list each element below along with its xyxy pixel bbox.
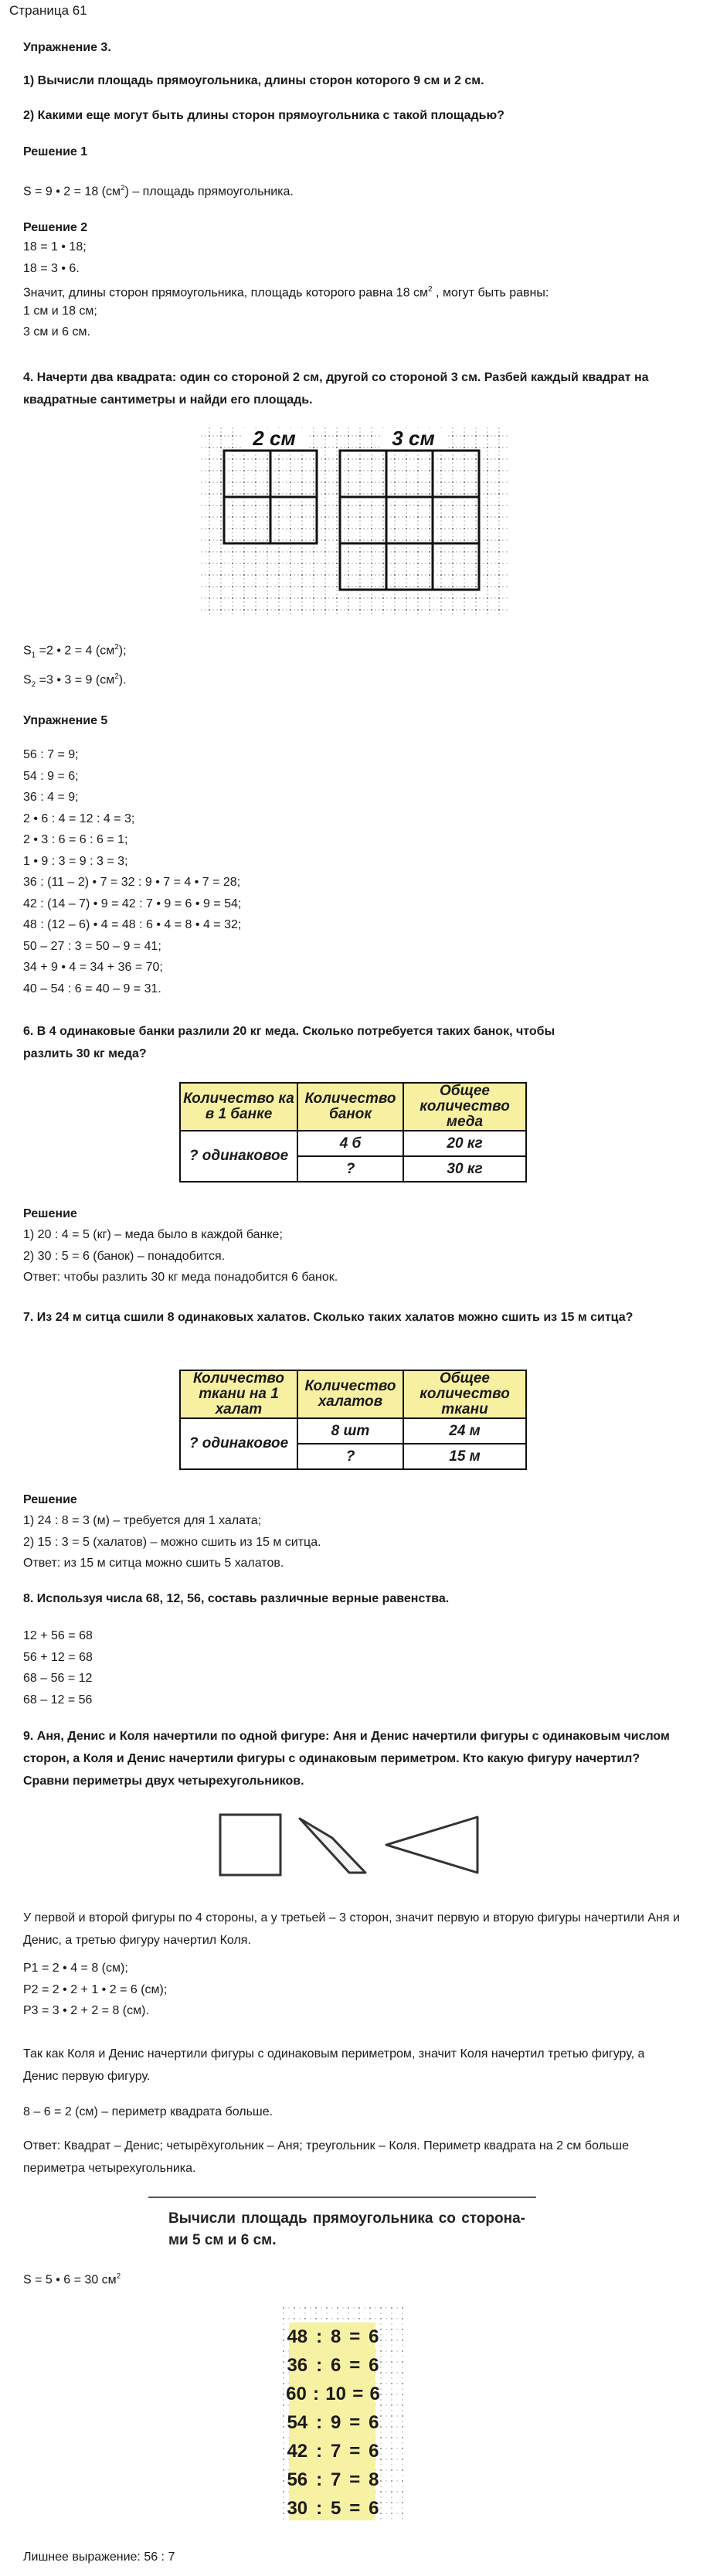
ex3-q2: 2) Какими еще могут быть длины сторон прямоугольника с такой площадью?: [23, 109, 504, 122]
table-cell: ?: [297, 1156, 403, 1182]
text-line: Значит, длины сторон прямоугольника, площадь которого равна 18 $см^2$ , могут быть равны:: [23, 285, 549, 300]
expression-row: 48 : 8 = 6: [287, 2326, 379, 2347]
task10-answer: Лишнее выражение: 56 : 7: [23, 2550, 175, 2564]
text-line: 18 = 1 • 18;: [23, 240, 87, 254]
task10-area: S = 5 • 6 = 30 $см^2$: [23, 2272, 121, 2287]
text-line: P2 = 2 • 2 + 1 • 2 = 6 (см);: [23, 1982, 168, 1996]
text-line: 18 = 3 • 6.: [23, 261, 80, 275]
ex8-title: 8. Используя числа 68, 12, 56, составь различные верные равенства.: [23, 1592, 450, 1605]
label-2cm: 2 см: [253, 427, 296, 450]
expressions-figure: [283, 2307, 406, 2523]
ex7-title: 7. Из 24 м ситца сшили 8 одинаковых халатов. Сколько таких халатов можно сшить из 15 м ситца?: [23, 1311, 634, 1324]
squares-figure: [197, 424, 510, 617]
ex5-lines: [23, 744, 241, 999]
page-header: Страница 61: [9, 3, 87, 18]
table-header: Общее количество меда: [403, 1083, 526, 1131]
text-line: 54 : 9 = 6;: [23, 769, 79, 783]
ex9-p1: У первой и второй фигуры по 4 стороны, а у третьей – 3 сторон, значит первую и вторую фигуры начертили Аня и Денис, а третью фигуру начертил Коля.: [23, 1911, 680, 1947]
text-line: 1 см и 18 см;: [23, 304, 97, 318]
table-cell: ? одинаковое: [180, 1131, 297, 1182]
ex5-title: Упражнение 5: [23, 714, 108, 727]
text-line: 2 • 6 : 4 = 12 : 4 = 3;: [23, 812, 135, 825]
ex9-p2: Так как Коля и Денис начертили фигуры с одинаковым периметром, значит Коля начертил третью фигуру, а Денис первую фигуру.: [23, 2047, 645, 2083]
ex6-title: 6. В 4 одинаковые банки разлили 20 кг меда. Сколько потребуется таких банок, чтобы разлить 30 кг меда?: [23, 1025, 555, 1060]
table-cell: ?: [297, 1444, 403, 1469]
label-3cm: 3 см: [392, 427, 435, 450]
quadrilateral-shape: [300, 1819, 365, 1873]
text-line: 56 + 12 = 68: [23, 1650, 93, 1664]
text-line: 36 : 4 = 9;: [23, 791, 79, 804]
text-line: 50 – 27 : 3 = 50 – 9 = 41;: [23, 939, 161, 953]
table-header: Количество ка в 1 банке: [180, 1083, 297, 1131]
expression-row: 60 : 10 = 6: [286, 2384, 380, 2404]
ex6-table: [179, 1082, 527, 1183]
text-line: 56 : 7 = 9;: [23, 748, 79, 761]
table-cell: 24 м: [403, 1418, 526, 1444]
ex4-s2: $S_2 =3$ • 3 = 9 $(см^2)$.: [23, 672, 127, 689]
table-header: Общее количество ткани: [403, 1370, 526, 1418]
expression-row: 56 : 7 = 8: [287, 2469, 379, 2490]
square-shape: [220, 1815, 280, 1875]
ex3-sol1: S = 9 • 2 = 18 $(см^2)$ – площадь прямоугольника.: [23, 184, 294, 199]
text-line: 48 : (12 – 6) • 4 = 48 : 6 • 4 = 8 • 4 = 32;: [23, 918, 242, 931]
ex4-s1: $S_1 =2$ • 2 = 4 $(см^2)$;: [23, 643, 127, 660]
ex6-sol-title: Решение: [23, 1207, 77, 1220]
text-line: 1) 20 : 4 = 5 (кг) – меда было в каждой банке;: [23, 1228, 283, 1241]
ex9-calc: [23, 1958, 167, 2022]
table-cell: 30 кг: [403, 1156, 526, 1182]
table-header: Количество ткани на 1 халат: [180, 1370, 297, 1418]
expression-row: 36 : 6 = 6: [287, 2355, 379, 2376]
ex3-sol2-lines: [23, 237, 549, 343]
text-line: 68 – 56 = 12: [23, 1672, 93, 1685]
ex3-sol2-title: Решение 2: [23, 221, 88, 234]
text-line: 34 + 9 • 4 = 34 + 36 = 70;: [23, 961, 163, 974]
ex7-sol-title: Решение: [23, 1493, 77, 1506]
ex9-p3: 8 – 6 = 2 (см) – периметр квадрата больше.: [23, 2105, 273, 2118]
text-line: 3 см и 6 см.: [23, 325, 90, 339]
table-cell: ? одинаковое: [180, 1418, 297, 1469]
ex7-sol-lines: [23, 1510, 321, 1574]
ex3-sol1-title: Решение 1: [23, 145, 88, 158]
text-line: P3 = 3 • 2 + 2 = 8 (см).: [23, 2004, 149, 2017]
table-cell: 4 б: [297, 1131, 403, 1156]
shapes-figure: [209, 1803, 487, 1880]
ex9-title: 9. Аня, Денис и Коля начертили по одной фигуре: Аня и Денис начертили фигуры с одинаковым числом сторон, а Коля и Денис начертили фигуры с одинаковым периметром. Кто какую фигуру начертил? Сравни периметры двух четырехугольников.: [23, 1730, 670, 1788]
table-cell: 20 кг: [403, 1131, 526, 1156]
text-line: 68 – 12 = 56: [23, 1693, 93, 1707]
text-line: P1 = 2 • 4 = 8 (см);: [23, 1962, 128, 1975]
text-line: 2) 15 : 3 = 5 (халатов) – можно сшить из 15 м ситца.: [23, 1535, 321, 1549]
table-cell: 15 м: [403, 1444, 526, 1469]
text-line: 36 : (11 – 2) • 7 = 32 : 9 • 7 = 4 • 7 = 28;: [23, 876, 241, 889]
expression-row: 54 : 9 = 6: [287, 2412, 379, 2433]
ex3-q1: 1) Вычисли площадь прямоугольника, длины сторон которого 9 см и 2 см.: [23, 74, 484, 87]
ex7-table: [179, 1370, 527, 1470]
divider: [148, 2197, 536, 2198]
text-line: Ответ: чтобы разлить 30 кг меда понадобится 6 банок.: [23, 1271, 338, 1284]
text-line: 12 + 56 = 68: [23, 1629, 93, 1642]
ex3-title: Упражнение 3.: [23, 41, 111, 54]
expression-row: 42 : 7 = 6: [287, 2441, 379, 2462]
table-header: Количество халатов: [297, 1370, 403, 1418]
table-header: Количество банок: [297, 1083, 403, 1131]
text-line: 40 – 54 : 6 = 40 – 9 = 31.: [23, 982, 161, 995]
ex4-title: 4. Начерти два квадрата: один со стороной 2 см, другой со стороной 3 см. Разбей каждый квадрат на квадратные сантиметры и найди его площадь.: [23, 371, 649, 407]
text-line: Ответ: из 15 м ситца можно сшить 5 халатов.: [23, 1557, 284, 1570]
ex8-lines: [23, 1625, 93, 1710]
ex6-sol-lines: [23, 1224, 338, 1288]
task10-title: Вычисли площадь прямоугольника со сторона- ми 5 см и 6 см.: [168, 2210, 525, 2248]
text-line: 2) 30 : 5 = 6 (банок) – понадобится.: [23, 1249, 226, 1263]
table-cell: 8 шт: [297, 1418, 403, 1444]
ex9-p4: Ответ: Квадрат – Денис; четырёхугольник – Аня; треугольник – Коля. Периметр квадрата на 2 см больше периметра четырехугольника.: [23, 2139, 629, 2175]
triangle-shape: [386, 1817, 477, 1873]
text-line: 1) 24 : 8 = 3 (м) – требуется для 1 халата;: [23, 1514, 262, 1527]
expression-row: 30 : 5 = 6: [287, 2498, 379, 2519]
text-line: 1 • 9 : 3 = 9 : 3 = 3;: [23, 854, 128, 868]
text-line: 2 • 3 : 6 = 6 : 6 = 1;: [23, 833, 128, 846]
text-line: 42 : (14 – 7) • 9 = 42 : 7 • 9 = 6 • 9 = 54;: [23, 897, 242, 910]
